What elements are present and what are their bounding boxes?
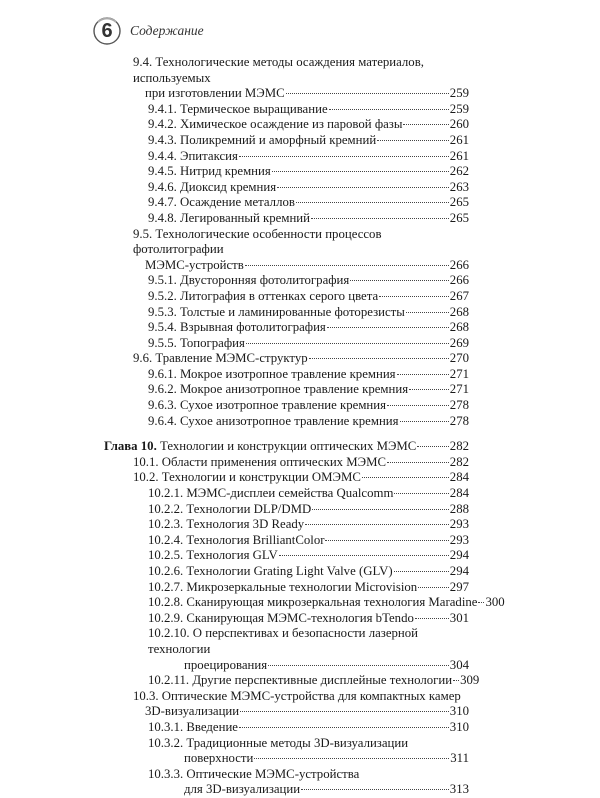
toc-title-line: 10.2.1. МЭМС-дисплеи семейства Qualcomm (148, 486, 394, 501)
dot-leader (362, 477, 449, 478)
toc-entry-9-6-2[interactable] (148, 382, 469, 398)
toc-title-line: 9.5. Технологические особенности процессов фотолитографии (133, 226, 382, 257)
dot-leader (239, 727, 449, 728)
chapter-label: Глава 10. (104, 439, 157, 454)
toc-page-number: 311 (450, 751, 469, 766)
table-of-contents (0, 55, 600, 798)
dot-leader (239, 156, 449, 157)
toc-page-number: 265 (449, 195, 469, 210)
toc-title-line: 10.3. Оптические МЭМС-устройства для компактных камер (133, 688, 461, 703)
toc-title-line: для 3D-визуализации (184, 782, 301, 797)
toc-entry-10-2-7[interactable] (148, 580, 469, 596)
dot-leader (309, 358, 449, 359)
toc-entry-10-2-6[interactable] (148, 564, 469, 580)
toc-entry-9-4-2[interactable] (148, 117, 469, 133)
toc-title-line: 9.5.4. Взрывная фотолитография (148, 320, 326, 335)
dot-leader (394, 571, 449, 572)
toc-title-line: 10.2.11. Другие перспективные дисплейные технологии (148, 673, 453, 688)
toc-title-line: 9.4.3. Поликремний и аморфный кремний (148, 132, 377, 147)
toc-page-number: 301 (449, 610, 469, 625)
dot-leader (240, 711, 449, 712)
toc-title-line: 10.2.8. Сканирующая микрозеркальная технология Maradine (148, 595, 478, 610)
dot-leader (379, 296, 449, 297)
dot-leader (415, 618, 449, 619)
toc-title-line: 9.4.7. Осаждение металлов (148, 195, 295, 210)
page-header (92, 14, 572, 50)
toc-entry-9-5-5[interactable] (148, 336, 469, 352)
toc-title-line: 9.5.1. Двусторонняя фотолитография (148, 273, 350, 288)
toc-title-line: 10.2.3. Технология 3D Ready (148, 517, 305, 532)
toc-page-number: 278 (449, 413, 469, 428)
page-number: 6 (101, 20, 113, 42)
toc-title-line: 9.5.5. Топография (148, 335, 245, 350)
toc-title-line: 9.4. Технологические методы осаждения материалов, используемых (133, 55, 424, 85)
dot-leader (312, 509, 449, 510)
dot-leader (350, 280, 449, 281)
toc-entry-10-2-4[interactable] (148, 533, 469, 549)
toc-page-number: 260 (449, 117, 469, 132)
toc-title-line: поверхности (184, 751, 254, 766)
toc-page-number: 259 (449, 86, 469, 101)
toc-page-number: 284 (449, 486, 469, 501)
toc-page-number: 265 (449, 210, 469, 225)
toc-entry-9-4-5[interactable] (148, 164, 469, 180)
toc-title-line: 9.5.2. Литография в оттенках серого цвета (148, 288, 379, 303)
toc-page-number: 284 (449, 470, 469, 485)
toc-entry-9-5-2[interactable] (148, 289, 469, 305)
toc-page-number: 270 (449, 351, 469, 366)
dot-leader (286, 93, 449, 94)
toc-page-number: 288 (449, 501, 469, 516)
toc-entry-9-4-4[interactable] (148, 149, 469, 165)
dot-leader (327, 327, 449, 328)
toc-entry-9-4[interactable] (133, 55, 469, 102)
toc-entry-10-2-5[interactable] (148, 548, 469, 564)
toc-title-line: 10.1. Области применения оптических МЭМС (133, 454, 387, 469)
toc-page-number: 310 (449, 704, 469, 719)
dot-leader (301, 789, 449, 790)
toc-entry-9-5-4[interactable] (148, 320, 469, 336)
dot-leader (279, 555, 449, 556)
dot-leader (325, 540, 448, 541)
toc-title-line: 10.2.10. О перспективах и безопасности лазерной технологии (148, 626, 418, 656)
toc-title-line: при изготовлении МЭМС (145, 86, 285, 101)
toc-title-line: 9.6.4. Сухое анизотропное травление кремния (148, 413, 399, 428)
dot-leader (397, 374, 449, 375)
toc-title-line: 9.4.6. Диоксид кремния (148, 179, 277, 194)
toc-page-number: 294 (449, 548, 469, 563)
toc-title-line: проецирования (184, 657, 268, 672)
toc-page-number: 278 (449, 398, 469, 413)
dot-leader (387, 462, 449, 463)
dot-leader (311, 218, 449, 219)
dot-leader (400, 421, 449, 422)
toc-title-line: 9.5.3. Толстые и ламинированные фоторезисты (148, 304, 405, 319)
toc-entry-9-5-1[interactable] (148, 273, 469, 289)
toc-entry-10-3-3[interactable] (148, 767, 469, 798)
toc-title-line: 10.3.2. Традиционные методы 3D-визуализации (148, 735, 409, 750)
toc-page-number: 294 (449, 564, 469, 578)
toc-page-number: 300 (485, 595, 505, 610)
toc-title-line: 9.4.4. Эпитаксия (148, 148, 238, 163)
toc-page-number: 267 (449, 288, 469, 303)
toc-page-number: 310 (449, 719, 469, 734)
dot-leader (453, 680, 459, 681)
toc-title-line: МЭМС-устройств (145, 257, 244, 272)
toc-entry-10-2-3[interactable] (148, 517, 469, 533)
toc-entry-10-2-1[interactable] (148, 486, 469, 502)
toc-page-number: 259 (449, 101, 469, 116)
dot-leader (296, 202, 449, 203)
toc-page-number: 282 (449, 454, 469, 469)
toc-title-line: 9.4.5. Нитрид кремния (148, 164, 271, 179)
toc-entry-9-6-1[interactable] (148, 367, 469, 383)
toc-title-line: 10.2.5. Технология GLV (148, 548, 278, 563)
dot-leader (245, 265, 449, 266)
toc-entry-9-6-3[interactable] (148, 398, 469, 414)
dot-leader (478, 602, 484, 603)
dot-leader (305, 524, 449, 525)
toc-title-line: 10.2. Технологии и конструкции ОМЭМС (133, 470, 361, 485)
toc-title-line: 10.2.6. Технологии Grating Light Valve (GLV) (148, 564, 393, 578)
toc-page-number: 271 (449, 366, 469, 381)
toc-entry-9-4-6[interactable] (148, 180, 469, 196)
toc-entry-9-5[interactable] (133, 227, 469, 274)
toc-entry-10-1[interactable] (133, 455, 469, 471)
dot-leader (254, 758, 449, 759)
toc-title-line: 10.3.3. Оптические МЭМС-устройства (148, 766, 360, 781)
dot-leader (403, 124, 448, 125)
toc-entry-10-2-10[interactable] (148, 626, 469, 673)
toc-title-line: 9.4.2. Химическое осаждение из паровой фазы (148, 117, 403, 132)
toc-title-line: Технологии и конструкции оптических МЭМС (159, 439, 417, 454)
toc-page-number: 293 (449, 532, 469, 547)
toc-page-number: 261 (449, 132, 469, 147)
toc-title-line: 10.2.9. Сканирующая МЭМС-технология bTendo (148, 610, 414, 625)
toc-page-number: 268 (449, 320, 469, 335)
toc-title-line: 9.4.1. Термическое выращивание (148, 101, 328, 116)
dot-leader (377, 140, 449, 141)
toc-title-line: 9.6.3. Сухое изотропное травление кремния (148, 398, 387, 413)
toc-entry-9-4-1[interactable] (148, 102, 469, 118)
toc-page-number: 266 (449, 273, 469, 288)
toc-page-number: 282 (449, 439, 469, 454)
dot-leader (406, 312, 449, 313)
toc-page-number: 304 (449, 657, 469, 672)
toc-page-number: 268 (449, 304, 469, 319)
dot-leader (417, 446, 448, 447)
toc-page-number: 261 (449, 148, 469, 163)
toc-title-line: 10.3.1. Введение (148, 719, 238, 734)
dot-leader (268, 665, 449, 666)
toc-entry-9-4-8[interactable] (148, 211, 469, 227)
toc-entry-ch10[interactable] (104, 439, 469, 455)
toc-title-line: 10.2.7. Микрозеркальные технологии Microvision (148, 579, 418, 594)
dot-leader (329, 109, 449, 110)
dot-leader (409, 389, 449, 390)
toc-entry-9-6[interactable] (133, 351, 469, 367)
dot-leader (387, 405, 449, 406)
toc-entry-10-3-2[interactable] (148, 736, 469, 767)
toc-title-line: 9.6. Травление МЭМС-структур (133, 351, 308, 366)
dot-leader (394, 493, 448, 494)
toc-title-line: 9.6.2. Мокрое анизотропное травление кремния (148, 382, 409, 397)
toc-entry-10-2-9[interactable] (148, 611, 469, 627)
toc-entry-10-2-11[interactable] (148, 673, 480, 689)
dot-leader (418, 587, 449, 588)
dot-leader (246, 343, 449, 344)
toc-entry-9-4-7[interactable] (148, 195, 469, 211)
toc-entry-9-6-4[interactable] (148, 414, 469, 430)
toc-title-line: 9.6.1. Мокрое изотропное травление кремния (148, 366, 396, 381)
toc-page-number: 271 (449, 382, 469, 397)
toc-page-number: 309 (460, 673, 480, 688)
toc-entry-10-2-8[interactable] (148, 595, 505, 611)
running-head: Содержание (130, 23, 204, 38)
dot-leader (272, 171, 449, 172)
toc-entry-9-4-3[interactable] (148, 133, 469, 149)
toc-title-line: 9.4.8. Легированный кремний (148, 210, 310, 225)
toc-page-number: 266 (449, 257, 469, 272)
toc-page-number: 262 (449, 164, 469, 179)
toc-entry-10-2-2[interactable] (148, 502, 469, 518)
toc-page-number: 313 (449, 782, 469, 797)
toc-title-line: 3D-визуализации (145, 704, 240, 719)
toc-page-number: 297 (449, 579, 469, 594)
toc-entry-9-5-3[interactable] (148, 305, 469, 321)
toc-page-number: 269 (449, 335, 469, 350)
dot-leader (277, 187, 449, 188)
toc-page-number: 293 (449, 517, 469, 532)
toc-title-line: 10.2.4. Технология BrilliantColor (148, 532, 325, 547)
toc-entry-10-2[interactable] (133, 470, 469, 486)
toc-entry-10-3[interactable] (133, 689, 469, 720)
toc-entry-10-3-1[interactable] (148, 720, 469, 736)
toc-title-line: 10.2.2. Технологии DLP/DMD (148, 501, 312, 516)
toc-page-number: 263 (449, 179, 469, 194)
